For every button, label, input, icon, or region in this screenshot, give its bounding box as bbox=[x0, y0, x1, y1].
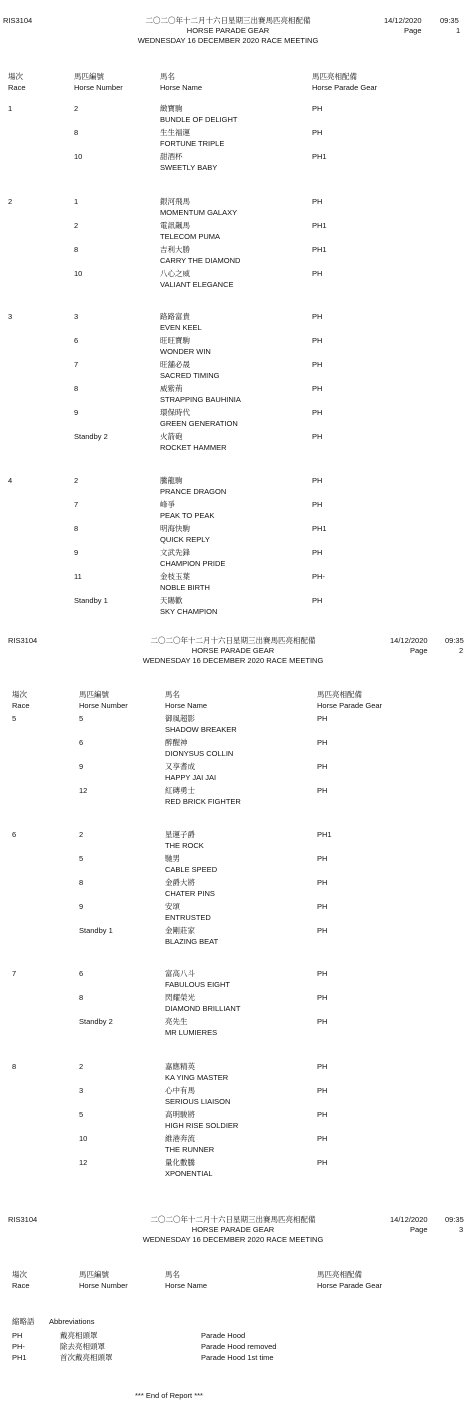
col-race-en: Race bbox=[12, 701, 30, 710]
horse-number: 9 bbox=[74, 548, 79, 557]
page-label: Page bbox=[410, 646, 428, 655]
horse-name-en: TELECOM PUMA bbox=[160, 232, 221, 241]
horse-name-cn: 路路富貴 bbox=[160, 312, 190, 321]
horse-number: 8 bbox=[79, 878, 84, 887]
report-id: RIS3104 bbox=[8, 1215, 38, 1224]
horse-name-en: MOMENTUM GALAXY bbox=[160, 208, 238, 217]
horse-number: 5 bbox=[79, 714, 84, 723]
col-race-en: Race bbox=[8, 83, 26, 92]
horse-name-en: ROCKET HAMMER bbox=[160, 443, 227, 452]
parade-gear: PH bbox=[317, 714, 328, 723]
race-number: 3 bbox=[8, 312, 13, 321]
end-of-report: *** End of Report *** bbox=[135, 1391, 203, 1400]
horse-name-en: DIONYSUS COLLIN bbox=[165, 749, 234, 758]
horse-name-cn: 安頌 bbox=[165, 902, 180, 911]
report-title-cn: 二〇二〇年十二月十六日星期三出賽馬匹亮相配備 bbox=[145, 16, 311, 25]
horse-name-cn: 旺舖必晟 bbox=[160, 360, 190, 369]
parade-gear: PH bbox=[317, 1110, 328, 1119]
col-gear-en: Horse Parade Gear bbox=[317, 1281, 383, 1290]
col-race-cn: 場次 bbox=[8, 72, 23, 81]
horse-number: 2 bbox=[79, 830, 84, 839]
parade-gear: PH bbox=[312, 360, 323, 369]
parade-gear: PH bbox=[312, 548, 323, 557]
parade-gear: PH bbox=[312, 432, 323, 441]
horse-number: 12 bbox=[79, 1158, 88, 1167]
abbrev-cn: 首次戴亮相頭罩 bbox=[60, 1353, 113, 1362]
horse-number: 10 bbox=[74, 269, 83, 278]
horse-name-cn: 維港奔流 bbox=[165, 1134, 195, 1143]
parade-gear: PH- bbox=[312, 572, 325, 581]
horse-number: 2 bbox=[74, 476, 79, 485]
horse-name-en: SHADOW BREAKER bbox=[165, 725, 237, 734]
report-date: 14/12/2020 bbox=[384, 16, 422, 25]
horse-name-en: VALIANT ELEGANCE bbox=[160, 280, 234, 289]
parade-gear: PH bbox=[312, 128, 323, 137]
horse-number: Standby 1 bbox=[79, 926, 113, 935]
parade-gear: PH bbox=[317, 1017, 328, 1026]
horse-name-en: PRANCE DRAGON bbox=[160, 487, 227, 496]
page-label: Page bbox=[404, 26, 422, 35]
horse-name-cn: 閃耀榮光 bbox=[165, 993, 195, 1002]
col-horse-no-cn: 馬匹編號 bbox=[79, 1270, 109, 1279]
horse-number: 8 bbox=[74, 128, 79, 137]
abbrev-cn: 戴亮相頭罩 bbox=[60, 1331, 98, 1340]
horse-name-cn: 甜酒杯 bbox=[160, 152, 183, 161]
report-date: 14/12/2020 bbox=[390, 636, 428, 645]
parade-gear: PH1 bbox=[312, 524, 327, 533]
horse-name-en: STRAPPING BAUHINIA bbox=[160, 395, 241, 404]
parade-gear: PH bbox=[317, 1158, 328, 1167]
horse-number: 2 bbox=[79, 1062, 84, 1071]
horse-name-cn: 高明駿將 bbox=[165, 1110, 195, 1119]
report-title-en: HORSE PARADE GEAR bbox=[191, 646, 275, 655]
horse-name-en: CARRY THE DIAMOND bbox=[160, 256, 241, 265]
col-horse-name-cn: 馬名 bbox=[165, 1270, 180, 1279]
col-horse-name-en: Horse Name bbox=[165, 1281, 208, 1290]
horse-name-cn: 環保時代 bbox=[160, 408, 190, 417]
parade-gear: PH bbox=[312, 476, 323, 485]
horse-number: 3 bbox=[74, 312, 79, 321]
col-horse-no-cn: 馬匹編號 bbox=[79, 690, 109, 699]
horse-number: 6 bbox=[79, 969, 84, 978]
report-time: 09:35 bbox=[440, 16, 459, 25]
col-horse-name-cn: 馬名 bbox=[165, 690, 180, 699]
horse-number: Standby 2 bbox=[79, 1017, 113, 1026]
horse-name-cn: 天賜歡 bbox=[160, 596, 183, 605]
col-gear-en: Horse Parade Gear bbox=[317, 701, 383, 710]
horse-name-en: SERIOUS LIAISON bbox=[165, 1097, 231, 1106]
horse-name-en: THE RUNNER bbox=[165, 1145, 215, 1154]
parade-gear: PH bbox=[317, 738, 328, 747]
race-number: 4 bbox=[8, 476, 13, 485]
report-id: RIS3104 bbox=[3, 16, 33, 25]
report-time: 09:35 bbox=[445, 1215, 464, 1224]
horse-name-cn: 又享耆成 bbox=[165, 762, 195, 771]
horse-number: 10 bbox=[79, 1134, 88, 1143]
parade-gear: PH bbox=[312, 269, 323, 278]
horse-name-en: BUNDLE OF DELIGHT bbox=[160, 115, 238, 124]
parade-gear: PH bbox=[312, 408, 323, 417]
col-race-en: Race bbox=[12, 1281, 30, 1290]
horse-number: 2 bbox=[74, 104, 79, 113]
horse-number: 8 bbox=[79, 993, 84, 1002]
parade-gear: PH bbox=[312, 197, 323, 206]
parade-gear: PH bbox=[317, 969, 328, 978]
parade-gear: PH bbox=[317, 786, 328, 795]
horse-name-en: EVEN KEEL bbox=[160, 323, 202, 332]
horse-number: 11 bbox=[74, 572, 82, 581]
horse-name-cn: 富高八斗 bbox=[165, 969, 195, 978]
horse-name-en: FABULOUS EIGHT bbox=[165, 980, 231, 989]
parade-gear: PH bbox=[317, 1086, 328, 1095]
col-horse-name-cn: 馬名 bbox=[160, 72, 175, 81]
report-title-en: HORSE PARADE GEAR bbox=[191, 1225, 275, 1234]
parade-gear: PH bbox=[317, 762, 328, 771]
col-horse-no-en: Horse Number bbox=[79, 1281, 128, 1290]
abbrev-en: Parade Hood bbox=[201, 1331, 246, 1340]
horse-number: 9 bbox=[79, 902, 84, 911]
col-horse-name-en: Horse Name bbox=[160, 83, 203, 92]
horse-name-en: PEAK TO PEAK bbox=[160, 511, 215, 520]
horse-name-cn: 金枝玉葉 bbox=[160, 572, 190, 581]
horse-name-en: GREEN GENERATION bbox=[160, 419, 238, 428]
report-id: RIS3104 bbox=[8, 636, 38, 645]
horse-name-en: QUICK REPLY bbox=[160, 535, 210, 544]
col-horse-name-en: Horse Name bbox=[165, 701, 208, 710]
horse-number: 10 bbox=[74, 152, 83, 161]
parade-gear: PH bbox=[312, 336, 323, 345]
horse-name-cn: 紅磚勇士 bbox=[165, 786, 195, 795]
parade-gear: PH bbox=[312, 312, 323, 321]
col-horse-no-en: Horse Number bbox=[74, 83, 123, 92]
horse-name-cn: 旺旺寶駒 bbox=[160, 336, 190, 345]
horse-name-en: NOBLE BIRTH bbox=[160, 583, 210, 592]
horse-name-en: XPONENTIAL bbox=[165, 1169, 213, 1178]
abbrev-title-cn: 縮略語 bbox=[12, 1317, 35, 1326]
horse-name-en: RED BRICK FIGHTER bbox=[165, 797, 241, 806]
col-race-cn: 場次 bbox=[12, 1270, 27, 1279]
page-number: 2 bbox=[459, 646, 464, 655]
horse-number: 8 bbox=[74, 524, 79, 533]
col-gear-cn: 馬匹亮相配備 bbox=[317, 1270, 362, 1279]
col-horse-no-cn: 馬匹編號 bbox=[74, 72, 104, 81]
horse-name-en: MR LUMIERES bbox=[165, 1028, 218, 1037]
report-title-cn: 二〇二〇年十二月十六日星期三出賽馬匹亮相配備 bbox=[150, 1215, 316, 1224]
horse-name-en: BLAZING BEAT bbox=[165, 937, 219, 946]
report-title-en: HORSE PARADE GEAR bbox=[186, 26, 270, 35]
parade-gear: PH bbox=[317, 902, 328, 911]
abbrev-title-en: Abbreviations bbox=[49, 1317, 95, 1326]
horse-name-cn: 嘉應精英 bbox=[165, 1062, 195, 1071]
horse-number: 5 bbox=[79, 854, 84, 863]
horse-name-en: CHAMPION PRIDE bbox=[160, 559, 226, 568]
race-number: 6 bbox=[12, 830, 17, 839]
horse-name-en: THE ROCK bbox=[165, 841, 204, 850]
horse-name-cn: 威紫荊 bbox=[160, 384, 183, 393]
abbrev-code: PH- bbox=[12, 1342, 25, 1351]
abbrev-code: PH bbox=[12, 1331, 23, 1340]
report-date: 14/12/2020 bbox=[390, 1215, 428, 1224]
page-label: Page bbox=[410, 1225, 428, 1234]
horse-name-cn: 御風超影 bbox=[165, 714, 195, 723]
horse-name-cn: 星運子爵 bbox=[165, 830, 195, 839]
horse-name-en: SACRED TIMING bbox=[160, 371, 220, 380]
horse-name-cn: 火箭砲 bbox=[160, 432, 183, 441]
horse-name-cn: 馳男 bbox=[165, 854, 180, 863]
parade-gear: PH bbox=[317, 926, 328, 935]
horse-name-cn: 八心之威 bbox=[160, 269, 190, 278]
horse-number: 9 bbox=[74, 408, 79, 417]
parade-gear: PH bbox=[312, 384, 323, 393]
horse-number: 1 bbox=[74, 197, 79, 206]
page-number: 3 bbox=[459, 1225, 464, 1234]
horse-name-en: KA YING MASTER bbox=[165, 1073, 229, 1082]
horse-name-cn: 文武先鋒 bbox=[160, 548, 190, 557]
race-number: 8 bbox=[12, 1062, 17, 1071]
parade-gear: PH bbox=[317, 1062, 328, 1071]
horse-number: 8 bbox=[74, 384, 79, 393]
parade-gear: PH bbox=[317, 1134, 328, 1143]
report-time: 09:35 bbox=[445, 636, 464, 645]
horse-name-en: SKY CHAMPION bbox=[160, 607, 218, 616]
race-number: 2 bbox=[8, 197, 13, 206]
horse-number: 3 bbox=[79, 1086, 84, 1095]
horse-name-cn: 生生福運 bbox=[160, 128, 190, 137]
race-number: 5 bbox=[12, 714, 17, 723]
abbrev-en: Parade Hood removed bbox=[201, 1342, 277, 1351]
horse-name-cn: 銀河飛馬 bbox=[160, 197, 190, 206]
report-meeting: WEDNESDAY 16 DECEMBER 2020 RACE MEETING bbox=[142, 656, 324, 665]
report-meeting: WEDNESDAY 16 DECEMBER 2020 RACE MEETING bbox=[137, 36, 319, 45]
parade-gear: PH bbox=[317, 878, 328, 887]
horse-name-en: DIAMOND BRILLIANT bbox=[165, 1004, 241, 1013]
horse-number: 8 bbox=[74, 245, 79, 254]
horse-number: 6 bbox=[79, 738, 84, 747]
parade-gear: PH bbox=[312, 104, 323, 113]
horse-name-cn: 吉利大勝 bbox=[160, 245, 190, 254]
col-race-cn: 場次 bbox=[12, 690, 27, 699]
horse-name-cn: 電訊飆馬 bbox=[160, 221, 190, 230]
horse-name-en: WONDER WIN bbox=[160, 347, 211, 356]
parade-gear: PH bbox=[312, 500, 323, 509]
horse-name-en: ENTRUSTED bbox=[165, 913, 211, 922]
parade-gear: PH1 bbox=[312, 245, 327, 254]
horse-name-cn: 騰龍駒 bbox=[160, 476, 183, 485]
horse-name-cn: 金剛莊家 bbox=[165, 926, 195, 935]
horse-name-en: CABLE SPEED bbox=[165, 865, 218, 874]
horse-name-cn: 明海快駒 bbox=[160, 524, 190, 533]
horse-number: 6 bbox=[74, 336, 79, 345]
horse-name-en: CHATER PINS bbox=[165, 889, 215, 898]
parade-gear: PH bbox=[312, 596, 323, 605]
abbrev-code: PH1 bbox=[12, 1353, 27, 1362]
horse-number: 7 bbox=[74, 500, 79, 509]
horse-name-cn: 緻寶駒 bbox=[160, 104, 183, 113]
parade-gear: PH bbox=[317, 854, 328, 863]
horse-number: 7 bbox=[74, 360, 79, 369]
col-gear-cn: 馬匹亮相配備 bbox=[312, 72, 357, 81]
horse-number: 12 bbox=[79, 786, 88, 795]
horse-number: 9 bbox=[79, 762, 84, 771]
parade-gear: PH1 bbox=[312, 221, 327, 230]
horse-name-cn: 心中有馬 bbox=[165, 1086, 195, 1095]
col-gear-en: Horse Parade Gear bbox=[312, 83, 378, 92]
race-number: 1 bbox=[8, 104, 13, 113]
horse-name-cn: 醉醒神 bbox=[165, 738, 188, 747]
horse-name-en: FORTUNE TRIPLE bbox=[160, 139, 225, 148]
horse-number: Standby 2 bbox=[74, 432, 108, 441]
report-meeting: WEDNESDAY 16 DECEMBER 2020 RACE MEETING bbox=[142, 1235, 324, 1244]
horse-number: Standby 1 bbox=[74, 596, 108, 605]
parade-gear: PH1 bbox=[317, 830, 332, 839]
abbrev-en: Parade Hood 1st time bbox=[201, 1353, 274, 1362]
race-number: 7 bbox=[12, 969, 17, 978]
horse-name-en: HIGH RISE SOLDIER bbox=[165, 1121, 239, 1130]
horse-name-cn: 量化數騰 bbox=[165, 1158, 195, 1167]
horse-name-cn: 亮先生 bbox=[165, 1017, 188, 1026]
parade-gear: PH1 bbox=[312, 152, 327, 161]
abbrev-cn: 除去亮相頭罩 bbox=[60, 1342, 105, 1351]
report-title-cn: 二〇二〇年十二月十六日星期三出賽馬匹亮相配備 bbox=[150, 636, 316, 645]
parade-gear: PH bbox=[317, 993, 328, 1002]
col-horse-no-en: Horse Number bbox=[79, 701, 128, 710]
horse-name-en: SWEETLY BABY bbox=[160, 163, 218, 172]
horse-name-en: HAPPY JAI JAI bbox=[165, 773, 217, 782]
page-number: 1 bbox=[456, 26, 461, 35]
horse-name-cn: 金爵大將 bbox=[165, 878, 195, 887]
horse-number: 2 bbox=[74, 221, 79, 230]
horse-number: 5 bbox=[79, 1110, 84, 1119]
col-gear-cn: 馬匹亮相配備 bbox=[317, 690, 362, 699]
horse-name-cn: 峰爭 bbox=[160, 500, 175, 509]
